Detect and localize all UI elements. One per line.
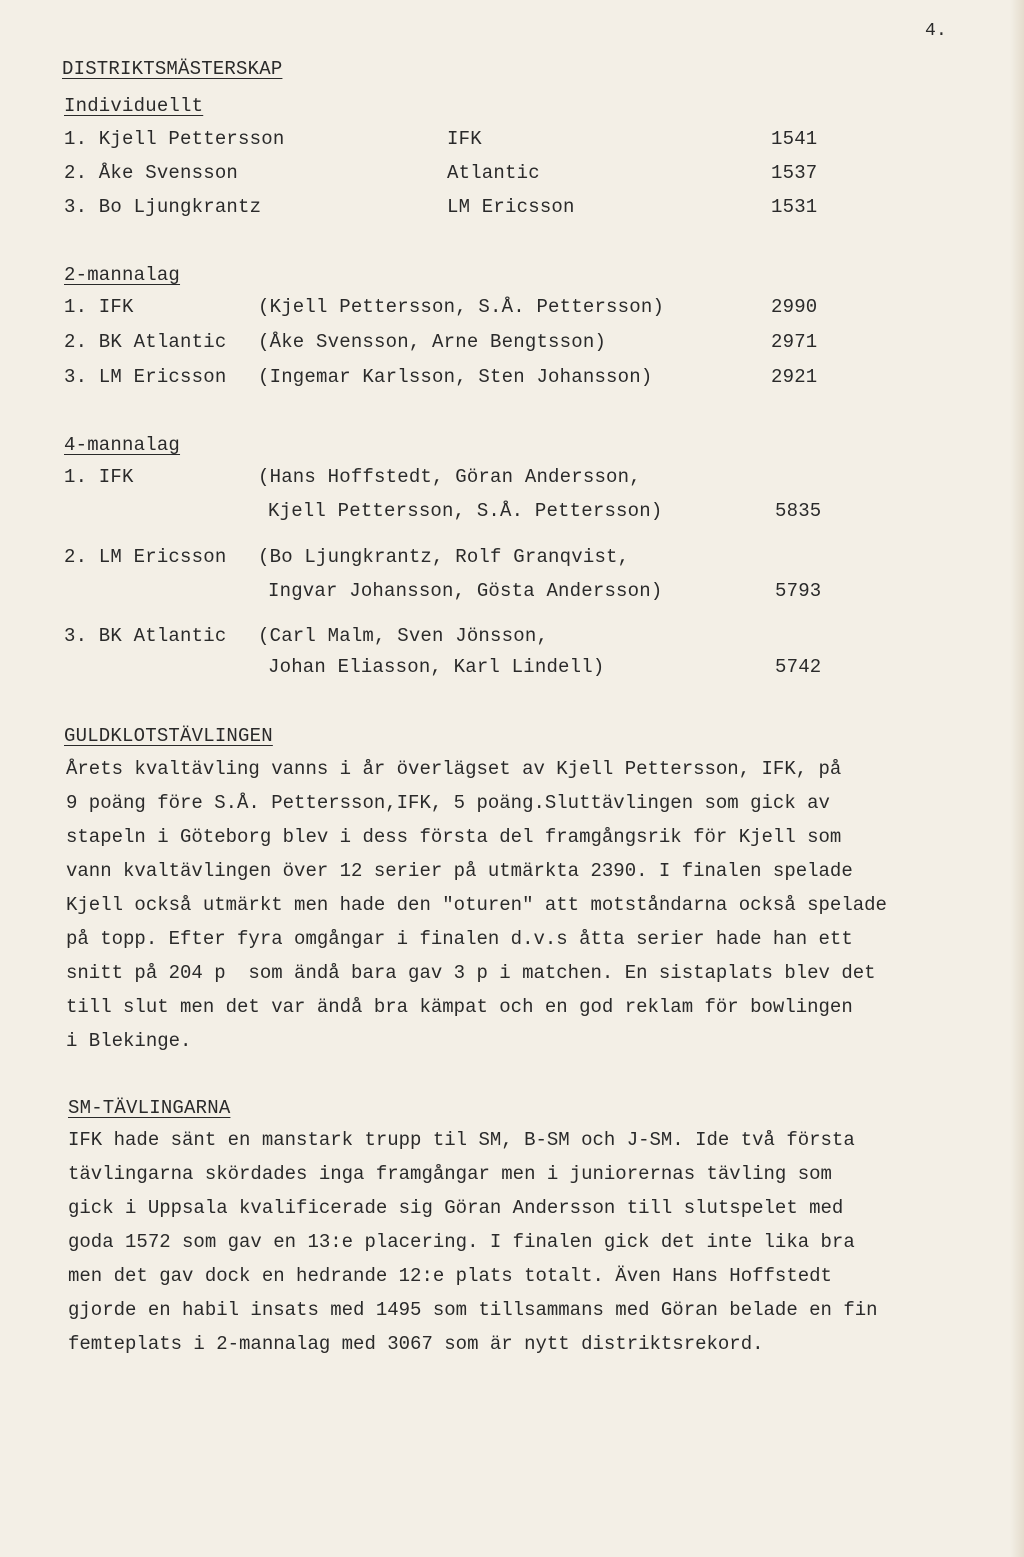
section-heading-2-mannalag: 2-mannalag xyxy=(64,264,181,286)
individual-club: LM Ericsson xyxy=(447,196,575,218)
paragraph-line: gjorde en habil insats med 1495 som tillsammans med Göran belade en fin xyxy=(68,1299,878,1321)
paragraph-line: IFK hade sänt en manstark trupp til SM, B-SM och J-SM. Ide två första xyxy=(68,1129,855,1151)
team-players: Kjell Pettersson, S.Å. Pettersson) xyxy=(268,500,663,522)
paragraph-line: vann kvaltävlingen över 12 serier på utmärkta 2390. I finalen spelade xyxy=(66,860,853,882)
team-name: 3. BK Atlantic xyxy=(64,625,227,647)
team-score: 2921 xyxy=(771,366,818,388)
individual-club: IFK xyxy=(447,128,482,150)
team-score: 5793 xyxy=(775,580,822,602)
guldklot-paragraph xyxy=(66,752,946,1058)
paragraph-line: stapeln i Göteborg blev i dess första del framgångsrik för Kjell som xyxy=(66,826,842,848)
team-players: (Ingemar Karlsson, Sten Johansson) xyxy=(258,366,653,388)
individual-place: 2. Åke Svensson xyxy=(64,162,239,184)
paragraph-line: på topp. Efter fyra omgångar i finalen d.v.s åtta serier hade han ett xyxy=(66,928,853,950)
team-players: (Åke Svensson, Arne Bengtsson) xyxy=(258,331,607,353)
team-score: 5742 xyxy=(775,656,822,678)
individual-place: 1. Kjell Pettersson xyxy=(64,128,285,150)
team-players: (Kjell Pettersson, S.Å. Pettersson) xyxy=(258,296,665,318)
section-heading-individuellt: Individuellt xyxy=(64,95,204,117)
section-heading-guldklot: GULDKLOTSTÄVLINGEN xyxy=(64,725,273,747)
paragraph-line: snitt på 204 p som ändå bara gav 3 p i matchen. En sistaplats blev det xyxy=(66,962,876,984)
sm-paragraph xyxy=(68,1123,948,1361)
page-title: DISTRIKTSMÄSTERSKAP xyxy=(62,58,283,80)
team-name: 1. IFK xyxy=(64,466,134,488)
individual-club: Atlantic xyxy=(447,162,540,184)
individual-score: 1531 xyxy=(771,196,818,218)
team-players: (Carl Malm, Sven Jönsson, xyxy=(258,625,549,647)
section-heading-sm: SM-TÄVLINGARNA xyxy=(68,1097,231,1119)
individual-score: 1537 xyxy=(771,162,818,184)
team-players: (Bo Ljungkrantz, Rolf Granqvist, xyxy=(258,546,630,568)
team-name: 3. LM Ericsson xyxy=(64,366,227,388)
paragraph-line: femteplats i 2-mannalag med 3067 som är nytt distriktsrekord. xyxy=(68,1333,764,1355)
paragraph-line: Kjell också utmärkt men hade den "oturen" att motståndarna också spelade xyxy=(66,894,887,916)
individual-place: 3. Bo Ljungkrantz xyxy=(64,196,262,218)
paragraph-line: till slut men det var ändå bra kämpat och en god reklam för bowlingen xyxy=(66,996,853,1018)
team-name: 1. IFK xyxy=(64,296,134,318)
paragraph-line: gick i Uppsala kvalificerade sig Göran Andersson till slutspelet med xyxy=(68,1197,844,1219)
page-number: 4. xyxy=(925,21,948,41)
paragraph-line: 9 poäng före S.Å. Pettersson,IFK, 5 poäng.Sluttävlingen som gick av xyxy=(66,792,830,814)
team-players: Ingvar Johansson, Gösta Andersson) xyxy=(268,580,663,602)
paragraph-line: i Blekinge. xyxy=(66,1030,192,1052)
team-players: Johan Eliasson, Karl Lindell) xyxy=(268,656,605,678)
team-name: 2. BK Atlantic xyxy=(64,331,227,353)
team-score: 2971 xyxy=(771,331,818,353)
team-name: 2. LM Ericsson xyxy=(64,546,227,568)
paragraph-line: men det gav dock en hedrande 12:e plats totalt. Även Hans Hoffstedt xyxy=(68,1265,832,1287)
individual-score: 1541 xyxy=(771,128,818,150)
section-heading-4-mannalag: 4-mannalag xyxy=(64,434,181,456)
paragraph-line: tävlingarna skördades inga framgångar men i juniorernas tävling som xyxy=(68,1163,832,1185)
paragraph-line: goda 1572 som gav en 13:e placering. I finalen gick det inte lika bra xyxy=(68,1231,855,1253)
team-players: (Hans Hoffstedt, Göran Andersson, xyxy=(258,466,641,488)
team-score: 2990 xyxy=(771,296,818,318)
paragraph-line: Årets kvaltävling vanns i år överlägset av Kjell Pettersson, IFK, på xyxy=(66,758,842,780)
team-score: 5835 xyxy=(775,500,822,522)
